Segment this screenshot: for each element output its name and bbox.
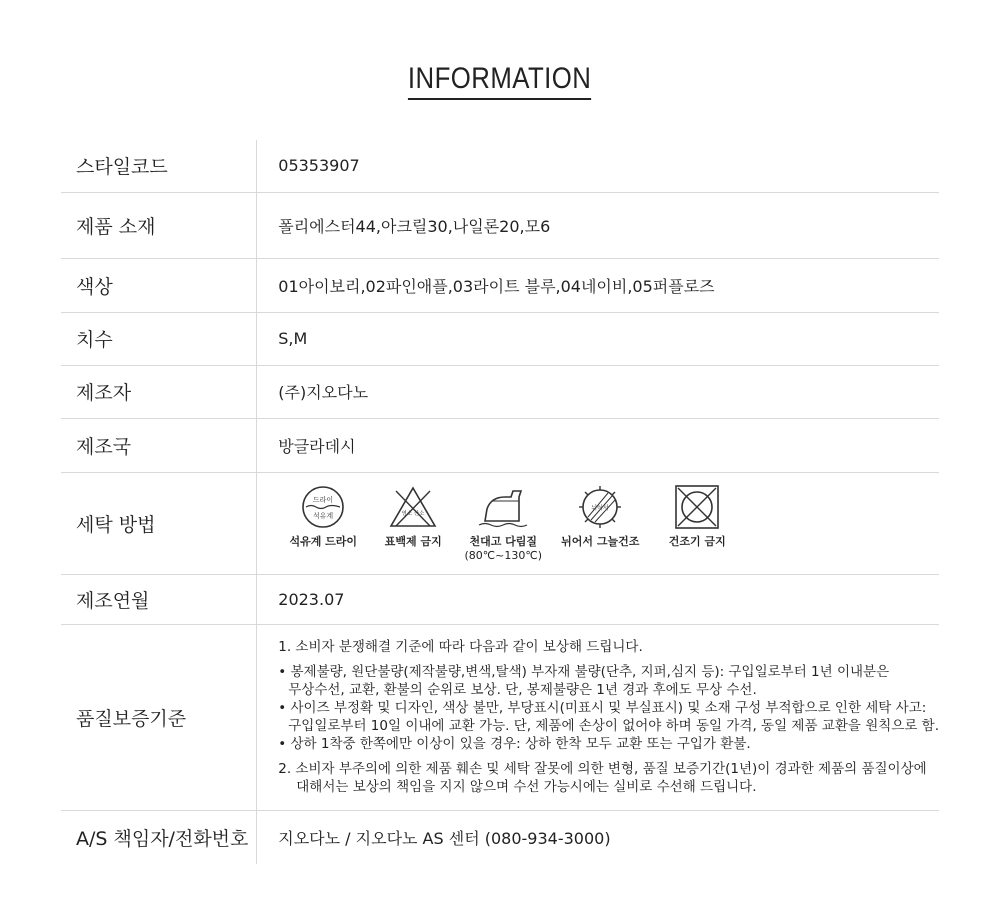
svg-text:드라이: 드라이 [313,495,334,504]
qa-bullet-cont: 구입일로부터 10일 이내에 교환 가능. 단, 제품에 손상이 없어야 하며 동일 가격, 동일 제품 교환을 원칙으로 함. [288,718,939,734]
care-caption: 뉘어서 그늘건조 [561,534,640,548]
qa-bullet: • 상하 1착중 한쪽에만 이상이 있을 경우: 상하 한착 모두 교환 또는 구입가 환불. [278,736,751,752]
table-row [61,574,939,624]
care-item [368,485,458,549]
table-row [61,418,939,472]
row-value: (주)지오다노 [257,365,939,418]
table-row [61,312,939,365]
table-row [61,810,939,864]
row-label: 품질보증기준 [61,624,257,810]
row-label: 스타일코드 [61,140,257,192]
row-label: 제조연월 [61,574,257,624]
row-value: 방글라데시 [257,418,939,472]
qa-clause-cont: 대해서는 보상의 책임을 지지 않으며 수선 가능시에는 실비로 수선해 드립니다. [296,779,757,795]
qa-bullet-cont: 무상수선, 교환, 환불의 순위로 보상. 단, 봉제불량은 1년 경과 후에도 무상 수선. [288,682,757,698]
row-label: A/S 책임자/전화번호 [76,827,249,850]
row-value: 2023.07 [257,574,939,624]
svg-text:뉘어서: 뉘어서 [591,504,609,512]
no-bleach-icon [387,485,439,529]
row-value: 폴리에스터44,아크릴30,나일론20,모6 [257,192,939,258]
care-temperature: (80℃~130℃) [464,548,543,562]
svg-text:염소 산소: 염소 산소 [401,510,425,517]
qa-bullet: • 봉제불량, 원단불량(제작불량,변색,탈색) 부자재 불량(단추, 지퍼,심지 등): 구입일로부터 1년 이내분은 [278,664,890,680]
quality-guarantee [257,624,939,810]
table-row [61,192,939,258]
qa-clause: 2. 소비자 부주의에 의한 제품 훼손 및 세탁 잘못에 의한 변형, 품질 보증기간(1년)이 경과한 제품의 품질이상에 [278,761,927,777]
page-title: INFORMATION [0,62,1000,100]
care-symbols [257,472,939,574]
care-caption: 석유계 드라이 [289,534,358,548]
care-item [548,485,652,549]
dry-clean-petroleum-icon [299,485,347,529]
row-value: 지오다노 / 지오다노 AS 센터 (080-934-3000) [257,810,939,864]
table-row [61,365,939,418]
table-row [61,258,939,312]
care-item [652,485,742,549]
row-label: 치수 [61,312,257,365]
iron-with-cloth-icon [475,485,531,529]
care-item [278,485,368,549]
row-value: S,M [257,312,939,365]
no-tumble-dry-icon [673,485,721,529]
row-label: 제품 소재 [61,192,257,258]
row-value: 01아이보리,02파인애플,03라이트 블루,04네이비,05퍼플로즈 [257,258,939,312]
table-row [61,140,939,192]
care-caption: 표백제 금지 [384,534,442,548]
qa-bullet: • 사이즈 부정확 및 디자인, 색상 불만, 부당표시(미표시 및 부실표시) 및 소재 구성 부적합으로 인한 세탁 사고: [278,700,927,716]
table-row [61,624,939,810]
care-caption: 건조기 금지 [668,534,726,548]
dry-flat-shade-icon [576,485,624,529]
svg-text:석유계: 석유계 [313,511,334,520]
row-label: 색상 [61,258,257,312]
qa-clause: 1. 소비자 분쟁해결 기준에 따라 다음과 같이 보상해 드립니다. [278,639,643,655]
row-value: 05353907 [257,140,939,192]
row-label: 제조자 [61,365,257,418]
product-info-table [61,140,939,864]
row-label: 제조국 [61,418,257,472]
care-caption: 천대고 다림질 [469,534,538,548]
care-item [458,485,548,562]
table-row [61,472,939,574]
row-label: 세탁 방법 [61,472,257,574]
